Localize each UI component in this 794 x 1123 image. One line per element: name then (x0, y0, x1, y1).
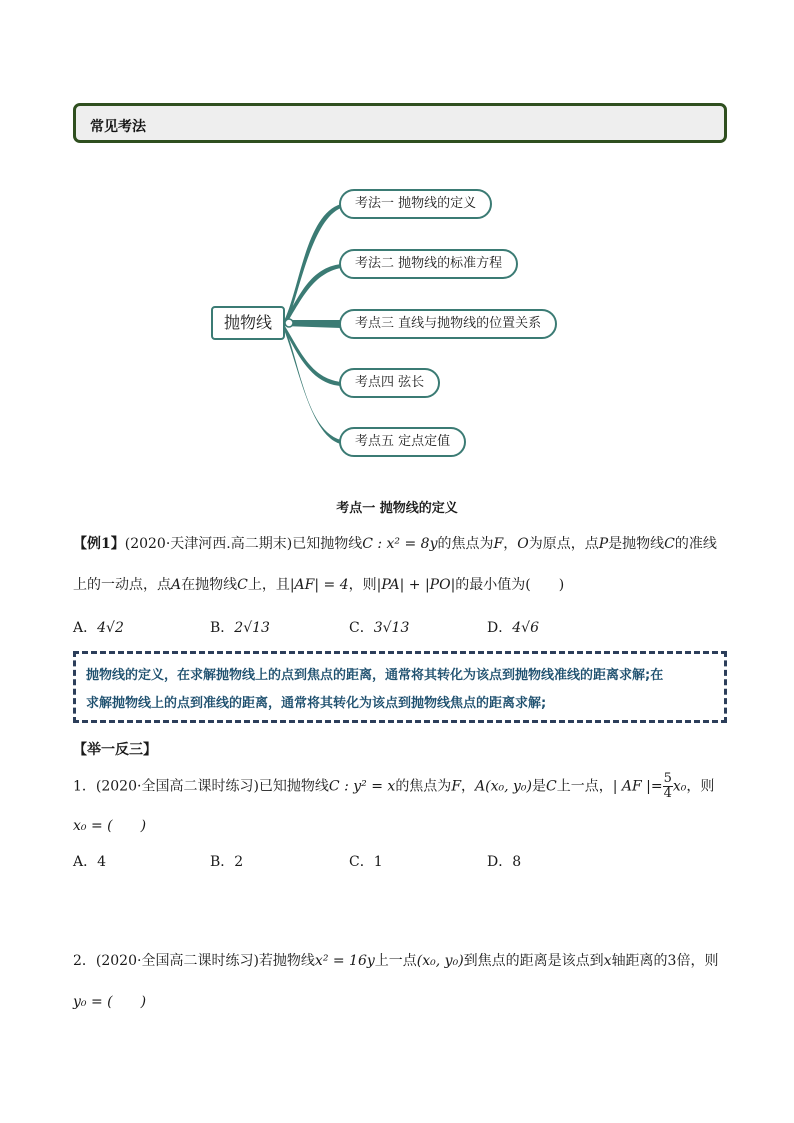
mindmap-node-5: 考点五 定点定值 (339, 427, 466, 457)
point: (x₀, y₀) (416, 953, 464, 969)
var-O: O (517, 536, 529, 552)
text: 1．(2020·全国高二课时练习)已知抛物线 (73, 778, 329, 795)
text: 的准线 (674, 536, 717, 552)
var-C: C (664, 536, 675, 552)
mindmap-connectors (0, 0, 794, 480)
option-value: 2√13 (234, 620, 270, 636)
option-value: 3√13 (373, 620, 410, 636)
option-value: 4√2 (97, 620, 124, 636)
option-value: 4 (97, 854, 107, 870)
var-F: F (493, 536, 504, 552)
fraction-denominator: 4 (663, 786, 672, 801)
option-label: A． (73, 854, 98, 870)
option-a[interactable] (73, 617, 124, 637)
text: (2020·天津河西.高二期末)已知抛物线 (124, 536, 363, 552)
var-x: x (603, 953, 612, 969)
text: 到焦点的距离是该点到 (463, 953, 604, 969)
abs-AF: | AF |= (612, 778, 663, 795)
var-P: P (598, 536, 609, 552)
note-line-2: 求解抛物线上的点到准线的距离，通常将其转化为该点到抛物线焦点的距离求解; (86, 696, 547, 711)
text: 的焦点为 (395, 778, 452, 795)
note-line-1: 抛物线的定义，在求解抛物线上的点到焦点的距离，通常将其转化为该点到抛物线准线的距离求解;在 (86, 668, 664, 683)
text: 上一点， (556, 778, 613, 795)
point-A: A(x₀, y₀) (475, 778, 532, 795)
var-A: A (171, 577, 182, 593)
text: ， (503, 536, 518, 552)
example1-line2 (73, 574, 564, 594)
text: 的最小值为( ) (455, 577, 565, 593)
text: 上一点 (374, 953, 417, 969)
text: 2．(2020·全国高二课时练习)若抛物线 (73, 953, 315, 969)
option-d[interactable] (487, 617, 539, 637)
var-x0: x₀ (672, 778, 687, 795)
var-C: C (237, 577, 248, 593)
option-label: C． (349, 620, 374, 636)
option-label: B． (210, 620, 235, 636)
text: 是抛物线 (608, 536, 665, 552)
option-value: 1 (373, 854, 383, 870)
equation: C : y² = x (328, 778, 396, 795)
practice-label: 【举一反三】 (73, 742, 157, 758)
topic-heading: 考点一 抛物线的定义 (336, 501, 458, 516)
mindmap-node-3: 考点三 直线与抛物线的位置关系 (339, 309, 557, 339)
option-label: D． (487, 620, 513, 636)
mindmap-node-2: 考法二 抛物线的标准方程 (339, 249, 518, 279)
var-F: F (451, 778, 462, 795)
text: 为原点，点 (528, 536, 599, 552)
equation-AF: |AF| = 4 (289, 577, 349, 593)
fraction-numerator: 5 (663, 771, 672, 786)
option-label: B． (210, 854, 235, 870)
option-c[interactable] (349, 617, 409, 637)
option-value: 4√6 (512, 620, 539, 636)
text: ，则 (348, 577, 377, 593)
text: 在抛物线 (181, 577, 238, 593)
mindmap-node-4: 考点四 弦长 (339, 368, 440, 398)
q1-option-c[interactable] (349, 851, 383, 871)
q1-option-b[interactable] (210, 851, 243, 871)
example-label: 【例1】 (73, 536, 125, 552)
mindmap-center: 抛物线 (211, 306, 285, 340)
text: 的焦点为 (437, 536, 494, 552)
text: 上，且 (247, 577, 290, 593)
section-header: 常见考法 (73, 103, 727, 143)
expression-PA-PO: |PA| + |PO| (376, 577, 456, 593)
text: 轴距离的3倍，则 (611, 953, 719, 969)
text: 上的一动点，点 (73, 577, 171, 593)
equation: C : x² = 8y (362, 536, 438, 552)
text: ，则 (686, 778, 715, 795)
q1-option-a[interactable] (73, 851, 106, 871)
option-b[interactable] (210, 617, 270, 637)
option-value: 8 (512, 854, 522, 870)
var-C: C (546, 778, 557, 795)
text: ， (461, 778, 476, 795)
q2-line1 (73, 950, 718, 970)
note-box (73, 651, 727, 723)
option-label: A． (73, 620, 98, 636)
q1-line2: x₀ = ( ) (73, 818, 147, 834)
fraction (663, 772, 673, 801)
option-value: 2 (234, 854, 244, 870)
q1-line1 (73, 772, 714, 801)
example1-line1 (73, 533, 717, 553)
mindmap-node-1: 考法一 抛物线的定义 (339, 189, 492, 219)
text: 是 (532, 778, 546, 795)
option-label: C． (349, 854, 374, 870)
q1-option-d[interactable] (487, 851, 521, 871)
option-label: D． (487, 854, 513, 870)
equation: x² = 16y (314, 953, 375, 969)
q2-line2: y₀ = ( ) (73, 994, 147, 1010)
